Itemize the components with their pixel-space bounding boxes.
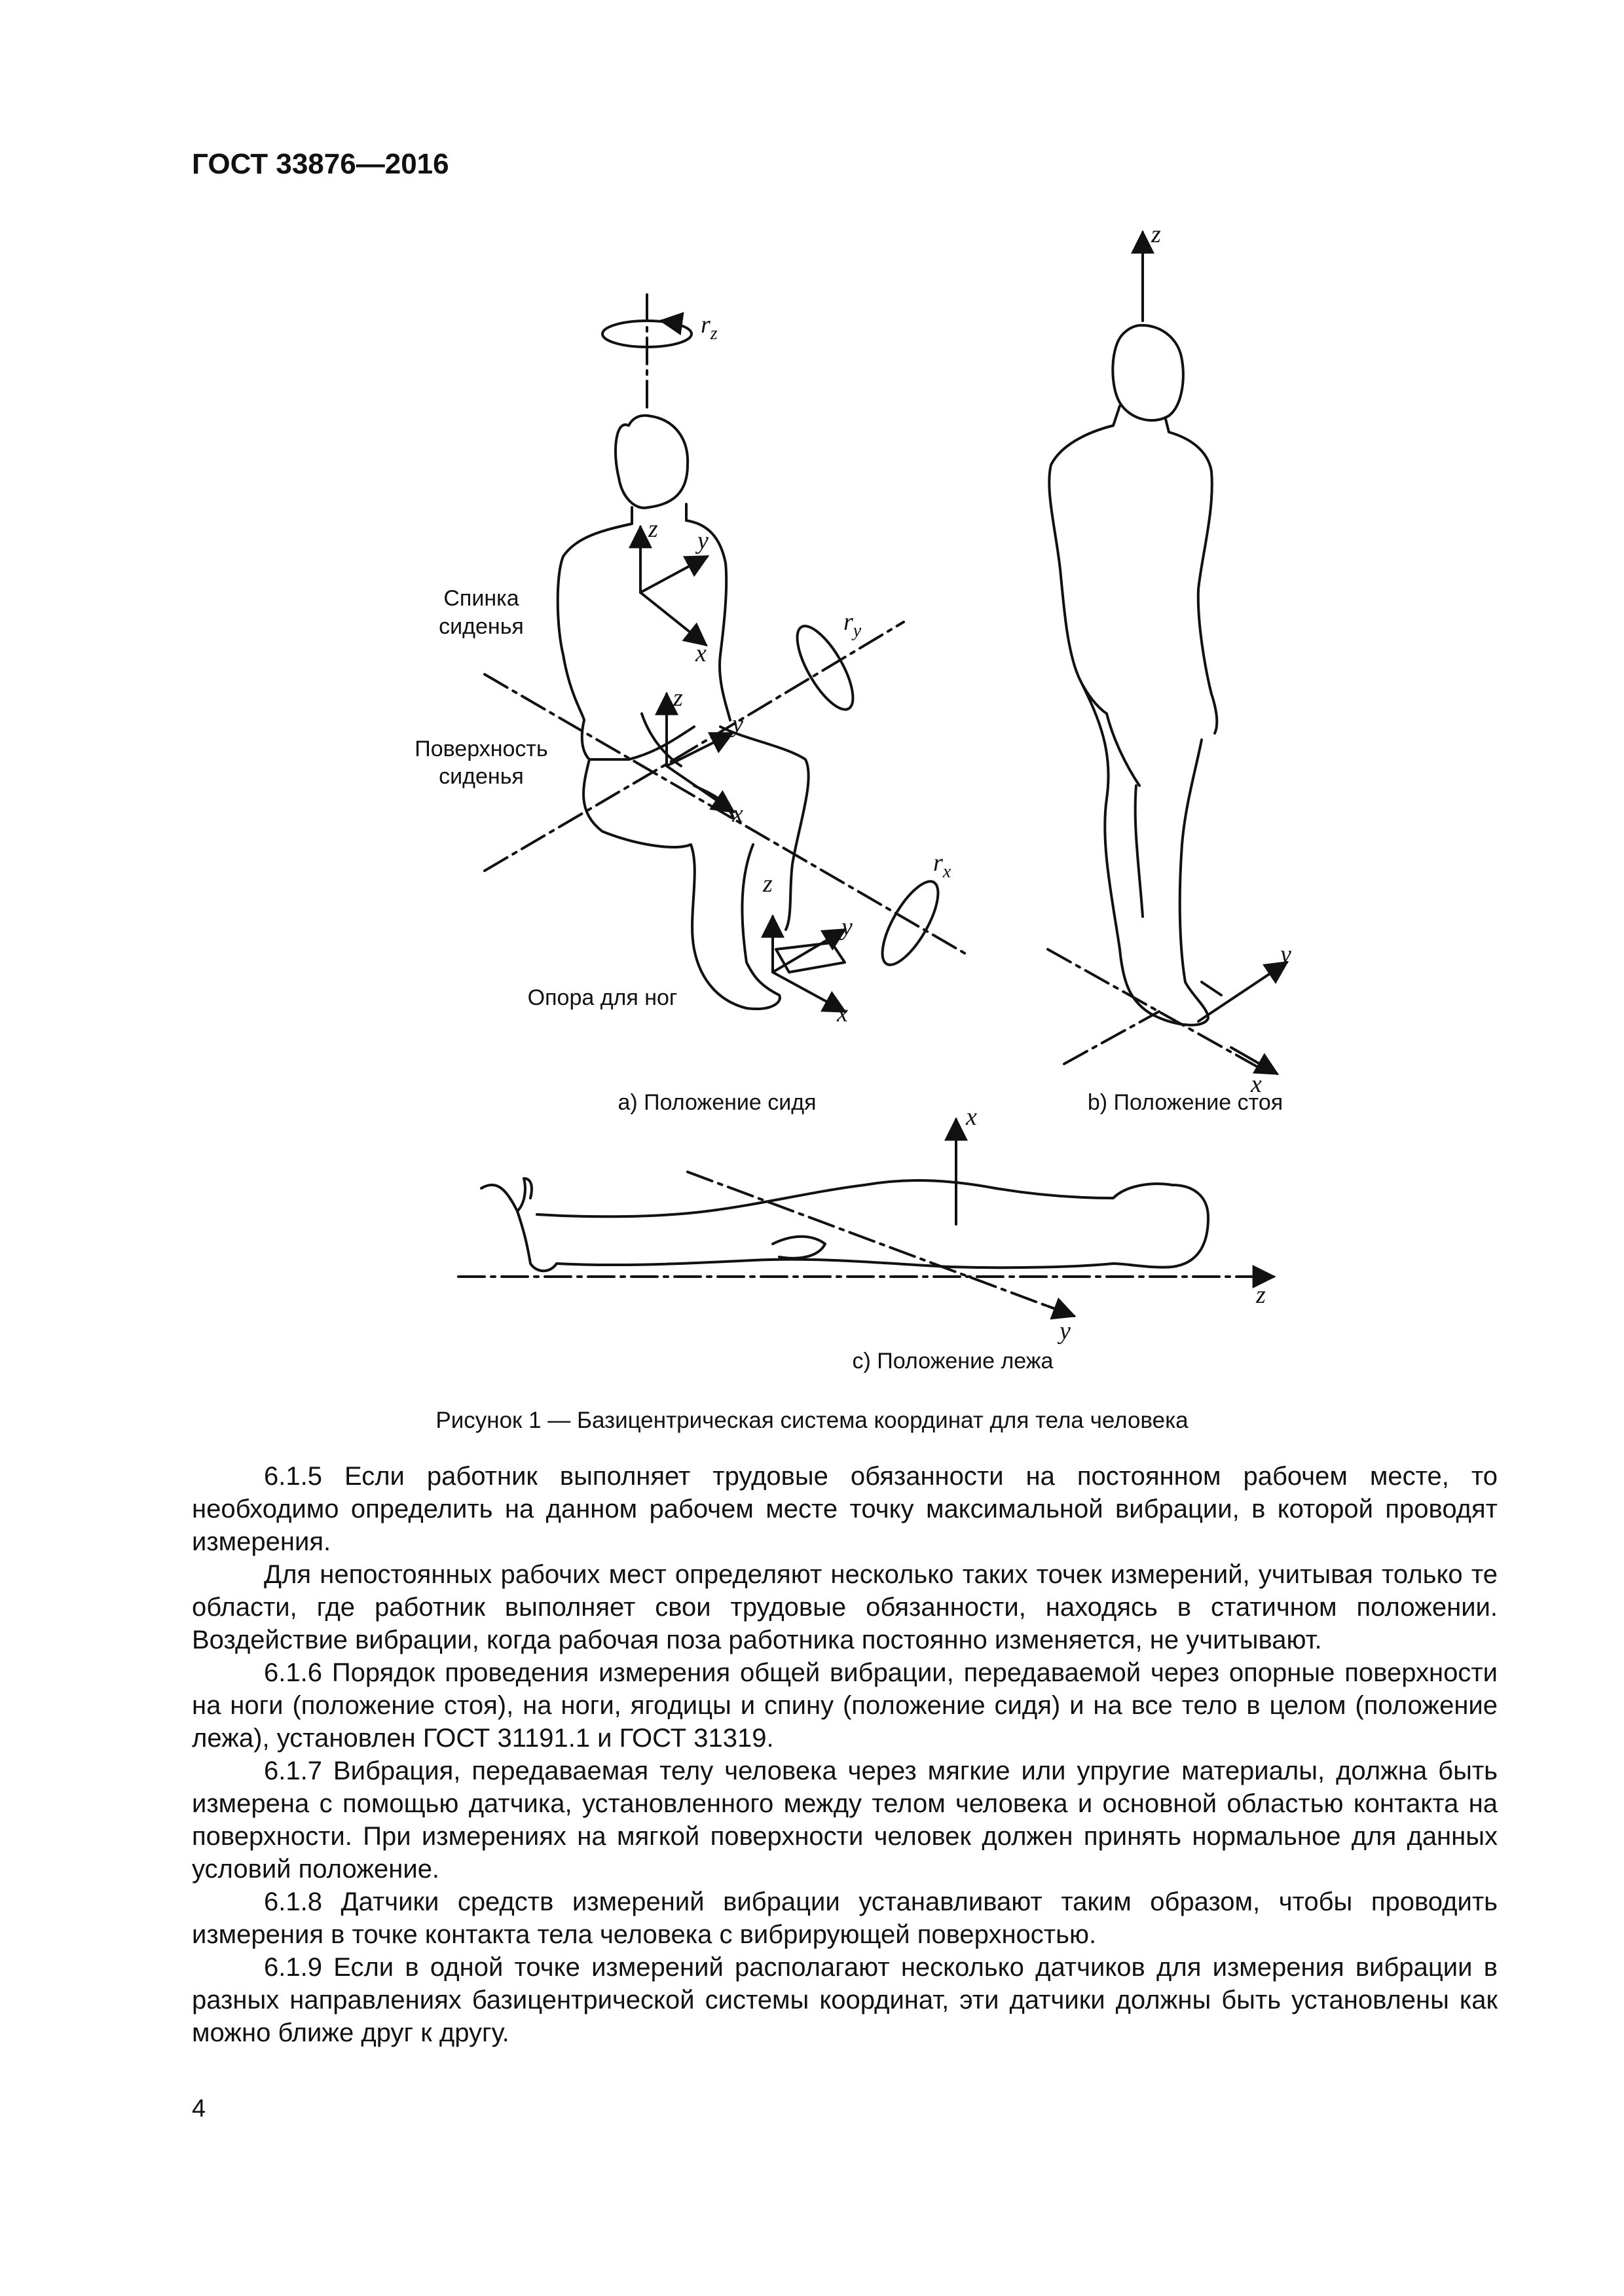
axis-a-y-foot: y [841, 913, 853, 941]
axis-b-y: y [1280, 941, 1291, 968]
figure-title: Рисунок 1 — Базицентрическая система координат для тела человека [435, 1408, 1189, 1433]
caption-panel-a: a) Положение сидя [618, 1090, 817, 1115]
axis-c-y: y [1060, 1317, 1071, 1345]
panel-c-lying [458, 1120, 1274, 1316]
axis-a-x-seat: x [732, 800, 743, 828]
label-seat-surface-1: Поверхность [415, 737, 548, 761]
label-footrest: Опора для ног [527, 985, 678, 1010]
paragraph-6-1-5: 6.1.5 Если работник выполняет трудовые обязанности на постоянном рабочем месте, то необходимо определить на данном рабочем месте точку максимальной вибрации, в которой проводят измерения. [192, 1462, 1498, 1556]
axis-a-z-foot: z [763, 870, 773, 898]
axis-b-z: z [1151, 221, 1161, 248]
axis-a-ry: $r_y$ [843, 608, 862, 641]
standing-figure [1049, 325, 1221, 1025]
label-seat-surface-2: сиденья [439, 764, 524, 789]
axis-c-z: z [1256, 1281, 1266, 1309]
axis-a-z-seat: z [673, 684, 683, 712]
label-seat-back-1: Спинка [443, 586, 519, 611]
panel-b-standing [1048, 232, 1287, 1074]
paragraph-6-1-6: 6.1.6 Порядок проведения измерения общей вибрации, передаваемой через опорные поверхности на ноги (положение стоя), на ноги, ягодицы и спину (положение сидя) и на все тело в целом (положение лежа), установлен ГОСТ 31191.1 и ГОСТ 31319. [192, 1658, 1498, 1753]
axis-a-z-back: z [648, 515, 658, 543]
body-text [192, 1460, 1498, 2049]
axis-a-x-back: x [695, 640, 707, 667]
paragraph-6-1-7: 6.1.7 Вибрация, передаваемая телу человека через мягкие или упругие материалы, должна быть измерена с помощью датчика, установленного между телом человека и основной областью контакта на поверхности. При измерениях на мягкой поверхности человек должен принять нормальное для данных условий положение. [192, 1757, 1498, 1884]
axis-a-y-seat: y [732, 710, 743, 738]
label-seat-back-2: сиденья [439, 614, 524, 639]
paragraph-6-1-8: 6.1.8 Датчики средств измерений вибрации устанавливают таким образом, чтобы проводить измерения в точке контакта тела человека с вибрирующей поверхностью. [192, 1887, 1498, 1949]
axis-a-x-foot: x [837, 1000, 848, 1027]
panel-a-sitting [485, 295, 969, 1011]
axis-a-rx: $r_x$ [933, 849, 951, 882]
ry-axis-line [674, 622, 904, 759]
paragraph-6-1-9: 6.1.9 Если в одной точке измерений располагают несколько датчиков для измерения вибрации в разных направлениях базицентрической системы координат, эти датчики должны быть установлены как можно ближе друг к другу. [192, 1953, 1498, 2047]
axis-b-x: x [1251, 1070, 1262, 1098]
seated-figure [558, 416, 809, 1009]
document-header: ГОСТ 33876—2016 [192, 148, 449, 180]
lying-figure [481, 1178, 1208, 1271]
axis-a-y-back: y [697, 527, 709, 555]
caption-panel-b: b) Положение стоя [1087, 1090, 1283, 1115]
caption-panel-c: c) Положение лежа [852, 1349, 1054, 1374]
axis-c-x: x [966, 1103, 977, 1131]
page-number: 4 [192, 2095, 206, 2123]
axis-a-rz: $r_z$ [701, 311, 718, 344]
paragraph-6-1-5-cont: Для непостоянных рабочих мест определяют несколько таких точек измерений, учитывая только те области, где работник выполняет свои трудовые обязанности, находясь в статичном положении. Воздействие вибрации, когда рабочая поза работника постоянно изменяется, не учитывают. [192, 1560, 1498, 1654]
